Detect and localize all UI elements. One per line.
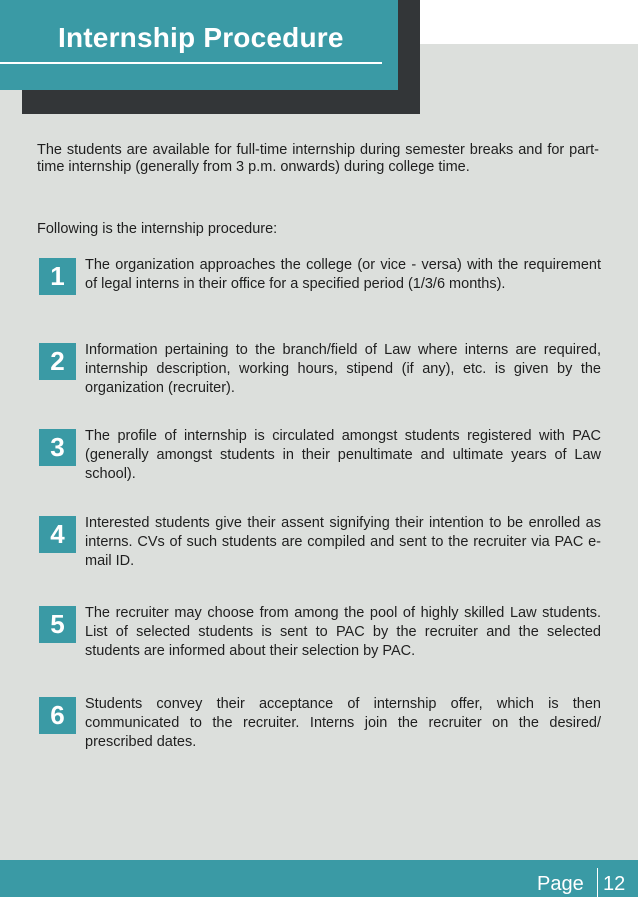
step-number-badge: 5 <box>39 606 76 643</box>
step-number-badge: 4 <box>39 516 76 553</box>
step-number-badge: 1 <box>39 258 76 295</box>
procedure-lead: Following is the internship procedure: <box>37 221 278 237</box>
step-text: The organization approaches the college (or vice - versa) with the requirement of legal interns in their office for a specified period (1/3/6 months). <box>85 257 601 292</box>
title-block <box>0 0 398 90</box>
step-number-badge: 3 <box>39 429 76 466</box>
step-number-badge: 2 <box>39 343 76 380</box>
intro-paragraph: The students are available for full-time internship during semester breaks and for part-time internship (generally from 3 p.m. onwards) during college time. <box>37 142 599 175</box>
step-text: The profile of internship is circulated amongst students registered with PAC (generally amongst students in their penultimate and ultimate years of Law school). <box>85 428 601 482</box>
title-underline <box>0 62 382 64</box>
step-text: Interested students give their assent signifying their intention to be enrolled as interns. CVs of such students are compiled and sent to the recruiter via PAC e-mail ID. <box>85 515 601 569</box>
step-number-badge: 6 <box>39 697 76 734</box>
page-separator <box>597 868 598 898</box>
page-number: 12 <box>603 873 626 895</box>
bottom-margin <box>0 897 638 903</box>
step-text: Information pertaining to the branch/field of Law where interns are required, internship description, working hours, stipend (if any), etc. is given by the organization (recruiter). <box>85 342 601 396</box>
step-text: The recruiter may choose from among the pool of highly skilled Law students. List of selected students is sent to PAC by the recruiter and the selected students are informed about their selection by PAC. <box>85 605 601 659</box>
top-margin <box>420 0 638 44</box>
step-text: Students convey their acceptance of internship offer, which is then communicated to the recruiter. Interns join the recruiter on the desired/ prescribed dates. <box>85 696 601 750</box>
page-label: Page <box>537 873 584 895</box>
page-title: Internship Procedure <box>58 22 344 53</box>
